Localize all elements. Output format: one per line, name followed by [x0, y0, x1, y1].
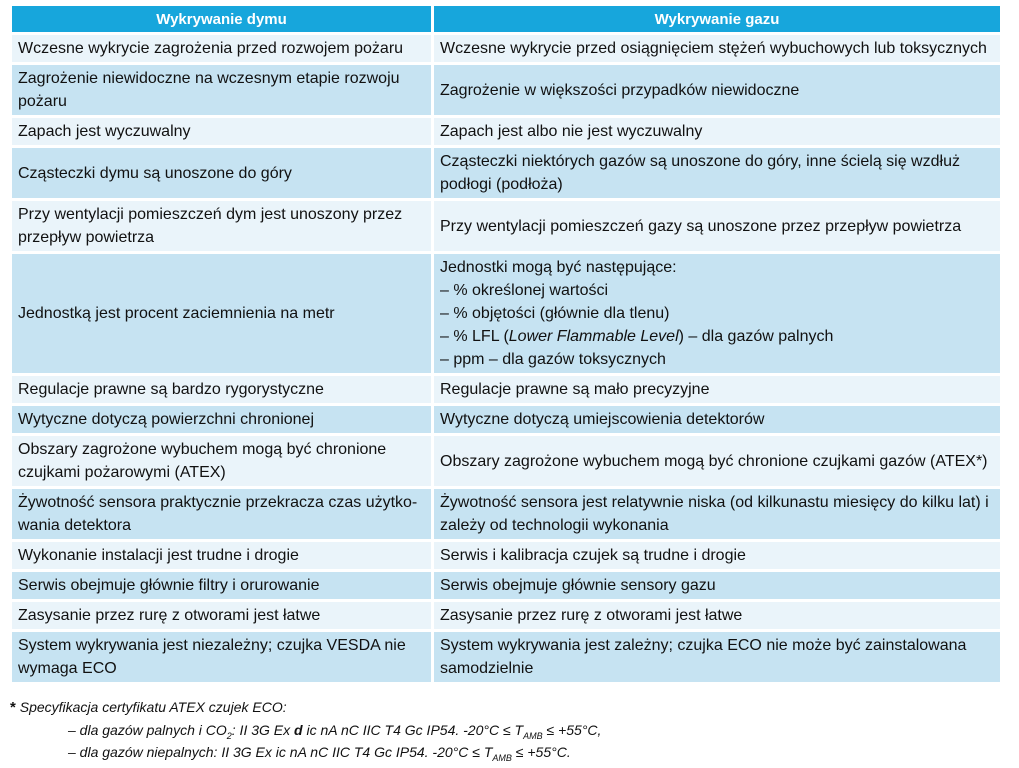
smoke-cell: System wykrywania jest niezależny; czujka VESDA nie wymaga ECO	[12, 632, 434, 685]
footnote-text: – dla gazów palnych i CO	[68, 722, 227, 738]
header-gas-detection: Wykrywanie gazu	[434, 6, 1000, 35]
gas-cell: Żywotność sensora jest relatywnie niska (od kilkunastu miesięcy do kilku lat) i zależy od technologii wykonania	[434, 489, 1000, 542]
table-row	[12, 201, 1000, 254]
footnote-text: – dla gazów niepalnych: II 3G Ex ic nA nC IIC T4 Gc IP54. -20°C ≤ T	[68, 744, 493, 760]
footnote-bold: d	[294, 722, 303, 738]
footnote-subscript: AMB	[492, 752, 512, 763]
smoke-cell: Żywotność sensora praktycznie przekracza czas użytko-wania detektora	[12, 489, 434, 542]
table-row	[12, 376, 1000, 406]
units-line: – % objętości (głównie dla tlenu)	[440, 305, 670, 322]
footnote-title: Specyfikacja certyfikatu ATEX czujek ECO:	[19, 699, 287, 715]
gas-units-cell	[434, 254, 1000, 376]
comparison-table	[12, 6, 1000, 685]
smoke-cell: Wykonanie instalacji jest trudne i drogie	[12, 542, 434, 572]
footnote-text: ic nA nC IIC T4 Gc IP54. -20°C ≤ T	[302, 722, 524, 738]
table-row	[12, 65, 1000, 118]
smoke-cell: Zapach jest wyczuwalny	[12, 118, 434, 148]
smoke-cell: Obszary zagrożone wybuchem mogą być chronione czujkami pożarowymi (ATEX)	[12, 436, 434, 489]
table-row	[12, 602, 1000, 632]
footnote-asterisk: *	[10, 699, 16, 716]
gas-cell: Serwis obejmuje głównie sensory gazu	[434, 572, 1000, 602]
smoke-cell: Cząsteczki dymu są unoszone do góry	[12, 148, 434, 201]
footnote-text: : II 3G Ex	[231, 722, 295, 738]
table-row	[12, 254, 1000, 376]
footnote-text: ≤ +55°C.	[511, 744, 571, 760]
table-row	[12, 542, 1000, 572]
footnote	[10, 696, 1000, 763]
table-row	[12, 406, 1000, 436]
gas-cell: Zapach jest albo nie jest wyczuwalny	[434, 118, 1000, 148]
units-line: – % określonej wartości	[440, 282, 609, 299]
gas-cell: Wczesne wykrycie przed osiągnięciem stężeń wybuchowych lub toksycznych	[434, 35, 1000, 65]
footnote-subscript: 2	[226, 730, 232, 741]
footnote-line-flammable	[10, 719, 1000, 741]
units-lfl-prefix: – % LFL (	[440, 328, 509, 345]
footnote-title-line	[10, 696, 1000, 719]
smoke-cell: Jednostką jest procent zaciemnienia na metr	[12, 254, 434, 376]
smoke-cell: Wytyczne dotyczą powierzchni chronionej	[12, 406, 434, 436]
footnote-text: ≤ +55°C,	[542, 722, 602, 738]
gas-cell: Serwis i kalibracja czujek są trudne i drogie	[434, 542, 1000, 572]
table-row	[12, 572, 1000, 602]
table-row	[12, 632, 1000, 685]
footnote-line-nonflammable	[10, 741, 1000, 763]
table-row	[12, 118, 1000, 148]
gas-cell: Zasysanie przez rurę z otworami jest łatwe	[434, 602, 1000, 632]
smoke-cell: Serwis obejmuje głównie filtry i orurowanie	[12, 572, 434, 602]
gas-cell: Regulacje prawne są mało precyzyjne	[434, 376, 1000, 406]
smoke-cell: Przy wentylacji pomieszczeń dym jest unoszony przez przepływ powietrza	[12, 201, 434, 254]
table-row	[12, 436, 1000, 489]
gas-cell: Zagrożenie w większości przypadków niewidoczne	[434, 65, 1000, 118]
footnote-subscript: AMB	[523, 730, 543, 741]
units-line: – ppm – dla gazów toksycznych	[440, 351, 666, 368]
table-header-row	[12, 6, 1000, 35]
table-row	[12, 148, 1000, 201]
units-intro: Jednostki mogą być następujące:	[440, 259, 677, 276]
gas-cell: Cząsteczki niektórych gazów są unoszone do góry, inne ścielą się wzdłuż podłogi (podłoża)	[434, 148, 1000, 201]
gas-cell: System wykrywania jest zależny; czujka ECO nie może być zainstalowana samodzielnie	[434, 632, 1000, 685]
comparison-sheet	[12, 6, 1000, 685]
gas-cell: Wytyczne dotyczą umiejscowienia detektorów	[434, 406, 1000, 436]
gas-cell: Obszary zagrożone wybuchem mogą być chronione czujkami gazów (ATEX*)	[434, 436, 1000, 489]
gas-cell: Przy wentylacji pomieszczeń gazy są unoszone przez przepływ powietrza	[434, 201, 1000, 254]
table-row	[12, 489, 1000, 542]
smoke-cell: Regulacje prawne są bardzo rygorystyczne	[12, 376, 434, 406]
units-lfl-term: Lower Flammable Level	[508, 328, 679, 345]
smoke-cell: Zasysanie przez rurę z otworami jest łatwe	[12, 602, 434, 632]
header-smoke-detection: Wykrywanie dymu	[12, 6, 434, 35]
table-row	[12, 35, 1000, 65]
units-line-lfl	[440, 325, 994, 348]
units-lfl-suffix: ) – dla gazów palnych	[678, 328, 834, 345]
smoke-cell: Wczesne wykrycie zagrożenia przed rozwojem pożaru	[12, 35, 434, 65]
smoke-cell: Zagrożenie niewidoczne na wczesnym etapie rozwoju pożaru	[12, 65, 434, 118]
